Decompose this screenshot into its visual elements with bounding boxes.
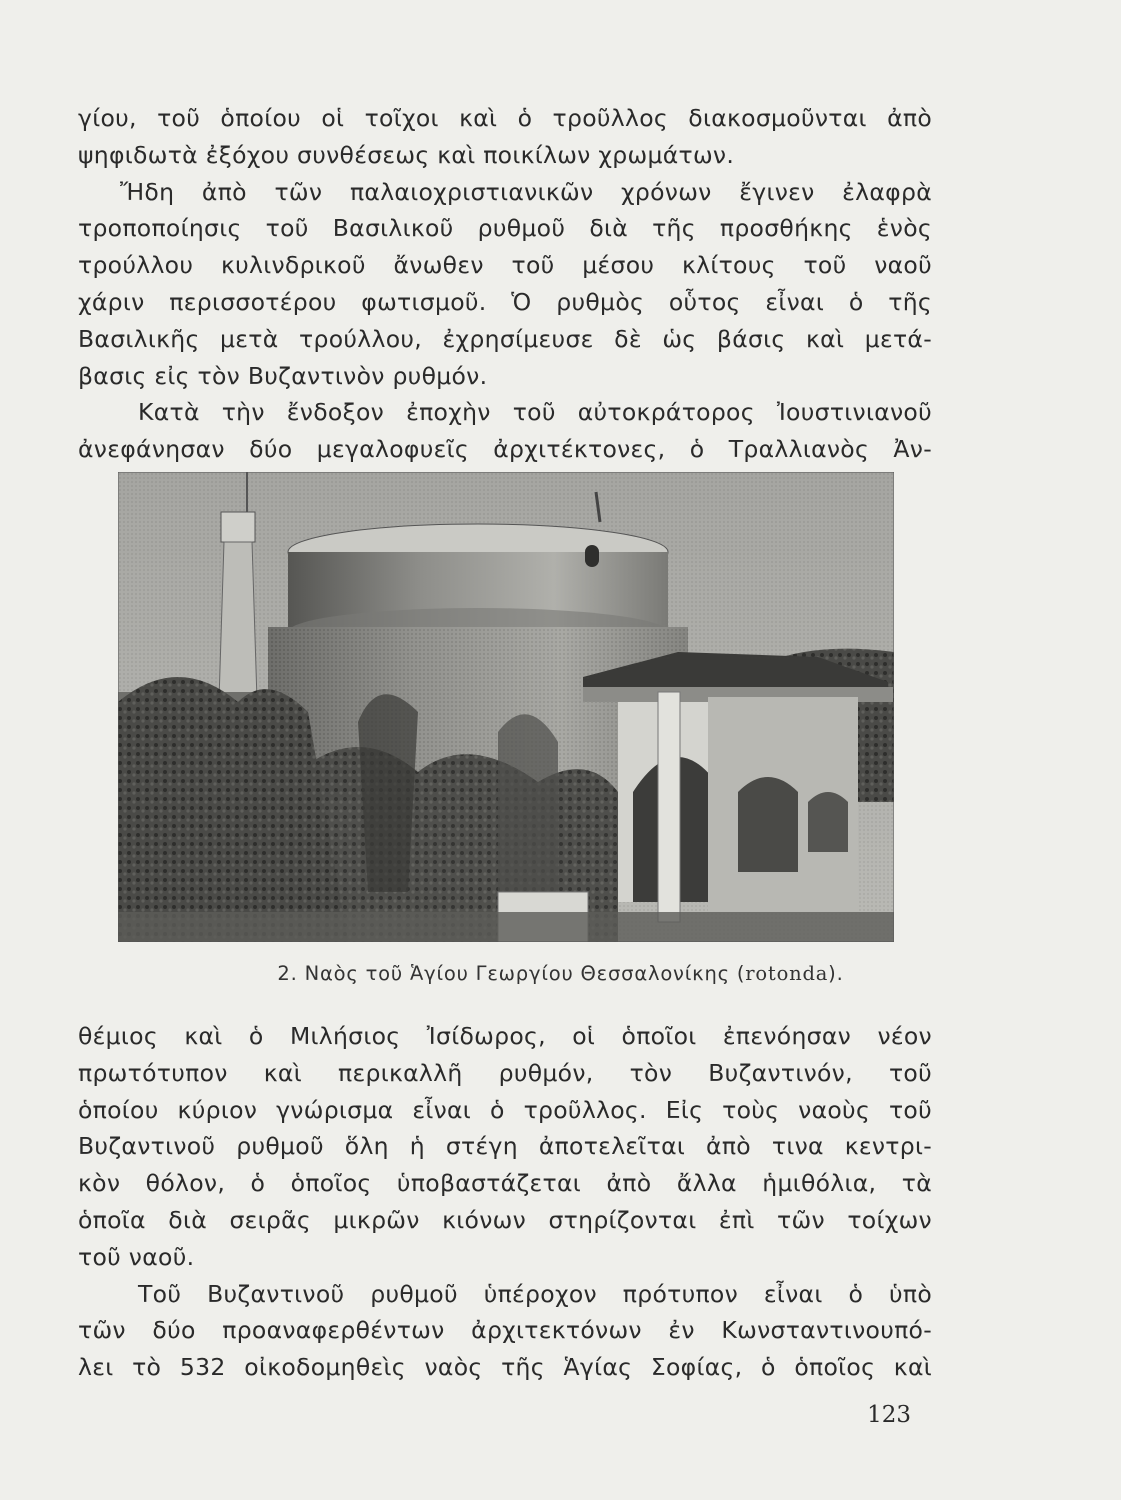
text-line: θέμιος καὶ ὁ Μιλήσιος Ἰσίδωρος, οἱ ὁποῖοι ἐπενόησαν νέον <box>78 1022 932 1050</box>
text-line: ψηφιδωτὰ ἐξόχου συνθέσεως καὶ ποικίλων χρωμάτων. <box>78 140 735 169</box>
text-line: Ἤδη ἀπὸ τῶν παλαιοχριστιανικῶν χρόνων ἔγινεν ἐλαφρὰ <box>120 177 932 206</box>
caption-latin-term: rotonda <box>745 962 829 985</box>
text-line: τοῦ ναοῦ. <box>78 1242 195 1271</box>
text-line: βασις εἰς τὸν Βυζαντινὸν ρυθμόν. <box>78 361 488 390</box>
top-paragraphs <box>78 100 932 468</box>
text-line: τῶν δύο προαναφερθέντων ἀρχιτεκτόνων ἐν Κωνσταντινουπό- <box>78 1316 932 1345</box>
text-line: Κατὰ τὴν ἔνδοξον ἐποχὴν τοῦ αὐτοκράτορος Ἰουστινιανοῦ <box>138 398 932 427</box>
text-line: Τοῦ Βυζαντινοῦ ρυθμοῦ ὑπέροχον πρότυπον εἶναι ὁ ὑπὸ <box>138 1279 932 1308</box>
text-line: Βασιλικῆς μετὰ τρούλλου, ἐχρησίμευσε δὲ ὡς βάσις καὶ μετά- <box>78 324 932 353</box>
text-line: ὁποίου κύριον γνώρισμα εἶναι ὁ τροῦλλος. Εἰς τοὺς ναοὺς τοῦ <box>78 1095 932 1124</box>
text-line: τροποποίησις τοῦ Βασιλικοῦ ρυθμοῦ διὰ τῆς προσθήκης ἑνὸς <box>78 214 932 243</box>
text-line: ἀνεφάνησαν δύο μεγαλοφυεῖς ἀρχιτέκτονες, ὁ Τραλλιανὸς Ἀν- <box>78 435 932 464</box>
figure-caption <box>0 962 1121 985</box>
page-number: 123 <box>867 1402 911 1428</box>
text-line: πρωτότυπον καὶ περικαλλῆ ρυθμόν, τὸν Βυζαντινόν, τοῦ <box>78 1058 932 1087</box>
text-line: λει τὸ 532 οἰκοδομηθεὶς ναὸς τῆς Ἁγίας Σοφίας, ὁ ὁποῖος καὶ <box>78 1353 932 1382</box>
text-line: Βυζαντινοῦ ρυθμοῦ ὅλη ἡ στέγη ἀποτελεῖται ἀπὸ τινα κεντρι- <box>78 1132 932 1161</box>
text-line: χάριν περισσοτέρου φωτισμοῦ. Ὁ ρυθμὸς οὗτος εἶναι ὁ τῆς <box>78 287 932 316</box>
caption-text: 2. Ναὸς τοῦ Ἁγίου Γεωργίου Θεσσαλονίκης ( <box>277 962 746 985</box>
text-line: ὁποῖα διὰ σειρᾶς μικρῶν κιόνων στηρίζονται ἐπὶ τῶν τοίχων <box>78 1205 932 1234</box>
text-line: κὸν θόλον, ὁ ὁποῖος ὑποβαστάζεται ἀπὸ ἄλλα ἡμιθόλια, τὰ <box>78 1169 932 1198</box>
text-line: γίου, τοῦ ὁποίου οἱ τοῖχοι καὶ ὁ τροῦλλος διακοσμοῦνται ἀπὸ <box>78 104 932 132</box>
text-line: τρούλλου κυλινδρικοῦ ἄνωθεν τοῦ μέσου κλίτους τοῦ ναοῦ <box>78 251 932 280</box>
rotonda-photograph <box>118 472 894 942</box>
bottom-paragraphs <box>78 1018 932 1386</box>
caption-suffix: ). <box>828 962 844 985</box>
